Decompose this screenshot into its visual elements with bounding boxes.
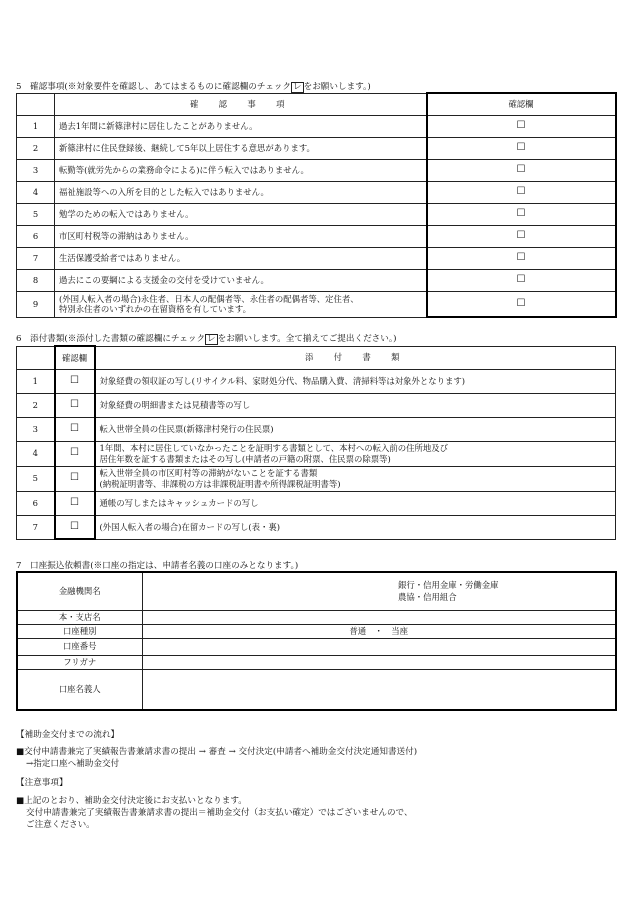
row-text-cell (55, 291, 427, 317)
confirm-checkbox[interactable]: ☐ (427, 225, 616, 247)
account-type-label: 口座種別 (17, 624, 142, 638)
confirmation-row (17, 137, 616, 159)
row-text-cell (95, 515, 616, 539)
confirm-checkbox[interactable]: ☐ (427, 115, 616, 137)
bank-type-line-1: 銀行・信用金庫・労働金庫 (398, 580, 499, 590)
furigana-field[interactable] (142, 655, 616, 669)
confirm-checkbox[interactable]: ☐ (427, 269, 616, 291)
row-number: 7 (17, 247, 55, 269)
section6-title-text: 6 添付書類(※添付した書類の確認欄にチェック (16, 334, 206, 344)
row-text: 転入世帯全員の住民票(新篠津村発行の住民票) (99, 423, 274, 434)
row-number: 8 (17, 269, 55, 291)
row-text-2: 特別永住者のいずれかの在留資格を有しています。 (59, 304, 251, 314)
confirm-checkbox[interactable]: ☐ (427, 203, 616, 225)
attachment-checkbox[interactable]: ☐ (55, 441, 95, 466)
row-text: (外国人転入者の場合)在留カードの写し(表・裏) (99, 521, 281, 532)
row-text: 生活保護受給者ではありません。 (59, 252, 186, 263)
attachment-row (17, 369, 616, 393)
row-text: 市区町村税等の滞納はありません。 (59, 230, 194, 241)
section6-title-text-post: をお願いします。全て揃えてご提出ください。) (217, 334, 397, 344)
confirm-checkbox[interactable]: ☐ (427, 137, 616, 159)
holder-field[interactable] (142, 669, 616, 710)
row-number: 1 (17, 115, 55, 137)
row-number: 3 (17, 417, 55, 441)
row-text: 転勤等(就労先からの業務命令による)に伴う転入ではありません。 (59, 164, 309, 175)
row-text-cell (55, 203, 427, 225)
row-text-cell (55, 181, 427, 203)
account-number-field[interactable] (142, 638, 616, 655)
confirmation-row (17, 159, 616, 181)
confirm-checkbox[interactable]: ☐ (427, 159, 616, 181)
attachment-checkbox[interactable]: ☐ (55, 515, 95, 539)
confirmation-row (17, 181, 616, 203)
row-text-cell (55, 115, 427, 137)
attachments-header-row (17, 346, 616, 369)
confirmation-table (16, 92, 617, 318)
row-number: 2 (17, 393, 55, 417)
confirmation-row (17, 115, 616, 137)
confirmation-header-row (17, 93, 616, 115)
attachment-row (17, 491, 616, 515)
confirm-checkbox[interactable]: ☐ (427, 181, 616, 203)
row-number: 2 (17, 137, 55, 159)
header-item-cell: 添 付 書 類 (95, 346, 616, 369)
flow-line-2: →指定口座へ補助金交付 (26, 759, 120, 769)
confirmation-row (17, 269, 616, 291)
check-mark-sample-icon: レ (292, 82, 302, 92)
row-text-cell (95, 491, 616, 515)
bank-type-line-2: 農協・信用組合 (398, 592, 457, 602)
holder-label: 口座名義人 (17, 669, 142, 710)
row-text: 福祉施設等への入所を目的とした転入ではありません。 (59, 186, 269, 197)
notes-line-2: 交付申請書兼完了実績報告書兼請求書の提出＝補助金交付（お支払い確定）ではございませんので、 (26, 808, 413, 818)
attachments-table (16, 345, 616, 540)
attachment-checkbox[interactable]: ☐ (55, 491, 95, 515)
bank-name-label: 金融機関名 (17, 572, 142, 610)
section5-title-text: 5 確認事項(※対象要件を確認し、あてはまるものに確認欄のチェック (16, 82, 291, 92)
check-mark-sample-icon: レ (207, 334, 216, 344)
account-type-row (17, 624, 616, 638)
account-number-row (17, 638, 616, 655)
account-number-label: 口座番号 (17, 638, 142, 655)
holder-row (17, 669, 616, 710)
row-number: 6 (17, 491, 55, 515)
row-number: 4 (17, 441, 55, 466)
flow-heading: 【補助金交付までの流れ】 (16, 730, 120, 740)
attachment-row (17, 466, 616, 491)
row-text: (外国人転入者の場合)永住者、日本人の配偶者等、永住者の配偶者等、定住者、 (59, 293, 359, 304)
branch-field[interactable] (142, 610, 616, 624)
row-text-cell (55, 269, 427, 291)
row-text-2: (納税証明書等、非課税の方は非課税証明書や所得課税証明書等) (99, 478, 341, 489)
header-no-cell (17, 93, 55, 115)
confirmation-row (17, 225, 616, 247)
row-text-cell (55, 225, 427, 247)
notes-heading: 【注意事項】 (16, 778, 68, 788)
row-number: 7 (17, 515, 55, 539)
branch-row (17, 610, 616, 624)
row-number: 6 (17, 225, 55, 247)
row-number: 5 (17, 203, 55, 225)
header-check-cell: 確認欄 (55, 346, 95, 369)
row-text: 1年間、本村に居住していなかったことを証明する書類として、本村への転入前の住所地及び (99, 443, 449, 453)
row-number: 3 (17, 159, 55, 181)
attachment-checkbox[interactable]: ☐ (55, 393, 95, 417)
confirm-checkbox[interactable]: ☐ (427, 291, 616, 317)
attachment-row (17, 417, 616, 441)
bank-account-table (16, 571, 617, 711)
row-number: 4 (17, 181, 55, 203)
furigana-row (17, 655, 616, 669)
row-text: 過去にこの要綱による支援金の交付を受けていません。 (59, 274, 269, 285)
row-number: 5 (17, 466, 55, 491)
notes-line-3: ご注意ください。 (26, 820, 95, 830)
header-item-cell: 確 認 事 項 (55, 93, 427, 115)
header-no-cell (17, 346, 55, 369)
attachment-row (17, 441, 616, 466)
row-text-cell (95, 369, 616, 393)
attachment-row (17, 515, 616, 539)
account-type-options[interactable]: 普通 ・ 当座 (142, 624, 616, 638)
row-text: 対象経費の明細書または見積書等の写し (99, 399, 251, 410)
row-text-cell (55, 247, 427, 269)
confirmation-row (17, 291, 616, 317)
flow-line-1: ■交付申請書兼完了実績報告書兼請求書の提出 → 審査 → 交付決定(申請者へ補助金交付決定通知書送付) (16, 747, 418, 757)
bank-name-row (17, 572, 616, 610)
header-check-cell: 確認欄 (427, 93, 616, 115)
row-text: 過去1年間に新篠津村に居住したことがありません。 (59, 120, 258, 131)
row-text-cell (95, 393, 616, 417)
row-text: 勉学のための転入ではありません。 (59, 208, 194, 219)
row-text-cell (95, 466, 616, 491)
attachment-row (17, 393, 616, 417)
row-text: 転入世帯全員の市区町村等の滞納がないことを証する書類 (99, 468, 318, 478)
furigana-label: フリガナ (17, 655, 142, 669)
notes-line-1: ■上記のとおり、補助金交付決定後にお支払いとなります。 (16, 796, 247, 806)
section5-title-text-post: をお願いします。) (303, 82, 371, 92)
row-text: 対象経費の領収証の写し(リサイクル料、家財処分代、物品購入費、清掃料等は対象外となります) (99, 375, 465, 386)
attachment-checkbox[interactable]: ☐ (55, 369, 95, 393)
bank-name-field[interactable] (142, 572, 394, 610)
row-text: 通帳の写しまたはキャッシュカードの写し (99, 497, 259, 508)
section7-title: 7 口座振込依頼書(※口座の指定は、申請者名義の口座のみとなります。) (16, 561, 299, 571)
row-text-cell (95, 417, 616, 441)
confirm-checkbox[interactable]: ☐ (427, 247, 616, 269)
row-text: 新篠津村に住民登録後、継続して5年以上居住する意思があります。 (59, 142, 315, 153)
row-text-2: 居住年数を証する書類またはその写し(申請者の戸籍の附票、住民票の除票等) (99, 453, 391, 464)
row-number: 1 (17, 369, 55, 393)
row-text-cell (95, 441, 616, 466)
attachment-checkbox[interactable]: ☐ (55, 466, 95, 491)
row-text-cell (55, 159, 427, 181)
attachment-checkbox[interactable]: ☐ (55, 417, 95, 441)
row-number: 9 (17, 291, 55, 317)
confirmation-row (17, 203, 616, 225)
bank-type-options[interactable] (394, 572, 616, 610)
section6-title (16, 332, 397, 345)
confirmation-row (17, 247, 616, 269)
branch-label: 本・支店名 (17, 610, 142, 624)
row-text-cell (55, 137, 427, 159)
